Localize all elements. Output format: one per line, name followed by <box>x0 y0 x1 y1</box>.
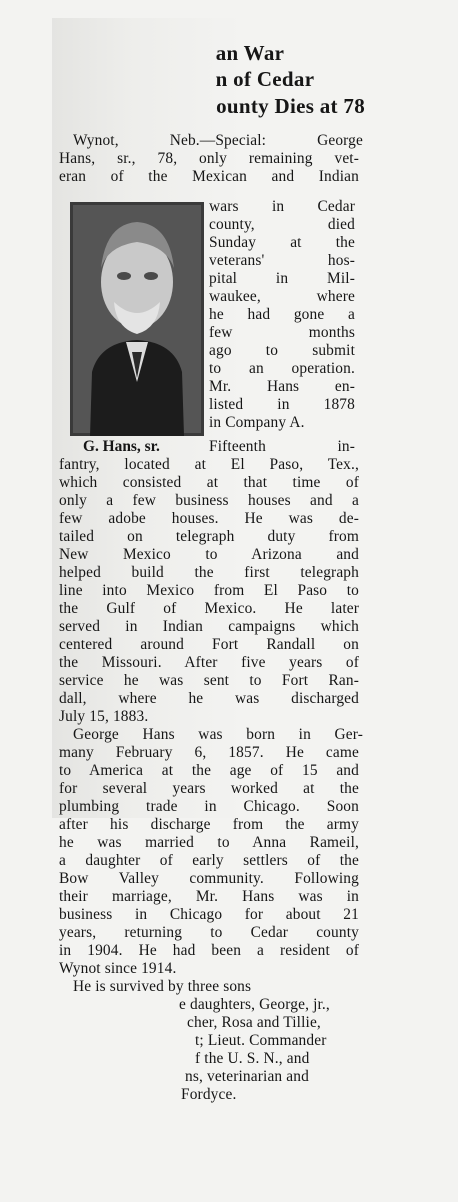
paragraph1-line: service he was sent to Fort Ran- <box>59 672 359 689</box>
portrait-photo <box>70 202 204 436</box>
paragraph1-line: helped build the first telegraph <box>59 564 359 581</box>
paragraph3-line: cher, Rosa and Tillie, <box>187 1014 321 1031</box>
paragraph2-line: Wynot since 1914. <box>59 960 177 977</box>
newspaper-clipping <box>55 20 370 1103</box>
paragraph2-line: a daughter of early settlers of the <box>59 852 359 869</box>
paragraph2-line: George Hans was born in Ger- <box>73 726 363 743</box>
beside-photo-line: he had gone a <box>209 306 355 323</box>
intro-line: eran of the Mexican and Indian <box>59 168 359 185</box>
intro-line: Hans, sr., 78, only remaining vet- <box>59 150 359 167</box>
paragraph3-line: e daughters, George, jr., <box>179 996 330 1013</box>
beside-photo-line: listed in 1878 <box>209 396 355 413</box>
paragraph1-line: the Missouri. After five years of <box>59 654 359 671</box>
paragraph3-line: t; Lieut. Commander <box>195 1032 327 1049</box>
beside-photo-line: ago to submit <box>209 342 355 359</box>
paragraph2-line: years, returning to Cedar county <box>59 924 359 941</box>
beside-photo-line: veterans' hos- <box>209 252 355 269</box>
paragraph2-line: he was married to Anna Rameil, <box>59 834 359 851</box>
intro-line: Wynot, Neb.—Special: George <box>73 132 363 149</box>
paragraph3-line: Fordyce. <box>181 1086 237 1103</box>
paragraph3-line: ns, veterinarian and <box>185 1068 309 1085</box>
paragraph1-line: centered around Fort Randall on <box>59 636 359 653</box>
headline-line-3: ounty Dies at 78 <box>216 94 365 118</box>
paragraph1-line: few adobe houses. He was de- <box>59 510 359 527</box>
paragraph3-line: f the U. S. N., and <box>195 1050 310 1067</box>
paragraph1-line: dall, where he was discharged <box>59 690 359 707</box>
caption-continuation: Fifteenth in- <box>209 438 355 455</box>
paragraph1-line: fantry, located at El Paso, Tex., <box>59 456 359 473</box>
beside-photo-line: pital in Mil- <box>209 270 355 287</box>
paragraph2-line: in 1904. He had been a resident of <box>59 942 359 959</box>
headline-line-2: n of Cedar <box>215 67 315 91</box>
paragraph1-line: New Mexico to Arizona and <box>59 546 359 563</box>
portrait-image <box>70 202 204 436</box>
beside-photo-line: to an operation. <box>209 360 355 377</box>
paragraph2-line: their marriage, Mr. Hans was in <box>59 888 359 905</box>
headline-line-1: an War <box>215 41 285 65</box>
paragraph1-line: line into Mexico from El Paso to <box>59 582 359 599</box>
paragraph1-line: which consisted at that time of <box>59 474 359 491</box>
paragraph1-line: the Gulf of Mexico. He later <box>59 600 359 617</box>
paragraph2-line: many February 6, 1857. He came <box>59 744 359 761</box>
paragraph2-line: after his discharge from the army <box>59 816 359 833</box>
paragraph1-line: served in Indian campaigns which <box>59 618 359 635</box>
beside-photo-line: Mr. Hans en- <box>209 378 355 395</box>
paragraph1-line: only a few business houses and a <box>59 492 359 509</box>
paragraph2-line: Bow Valley community. Following <box>59 870 359 887</box>
paragraph2-line: business in Chicago for about 21 <box>59 906 359 923</box>
paragraph3-line: He is survived by three sons <box>73 978 252 995</box>
paragraph1-line: tailed on telegraph duty from <box>59 528 359 545</box>
paragraph1-line: July 15, 1883. <box>59 708 149 725</box>
paragraph2-line: for several years worked at the <box>59 780 359 797</box>
paragraph2-line: plumbing trade in Chicago. Soon <box>59 798 359 815</box>
beside-photo-line: few months <box>209 324 355 341</box>
beside-photo-line: waukee, where <box>209 288 355 305</box>
beside-photo-line: in Company A. <box>209 414 305 431</box>
paragraph2-line: to America at the age of 15 and <box>59 762 359 779</box>
beside-photo-line: Sunday at the <box>209 234 355 251</box>
beside-photo-line: wars in Cedar <box>209 198 355 215</box>
photo-caption-name: G. Hans, sr. <box>83 438 160 455</box>
beside-photo-line: county, died <box>209 216 355 233</box>
